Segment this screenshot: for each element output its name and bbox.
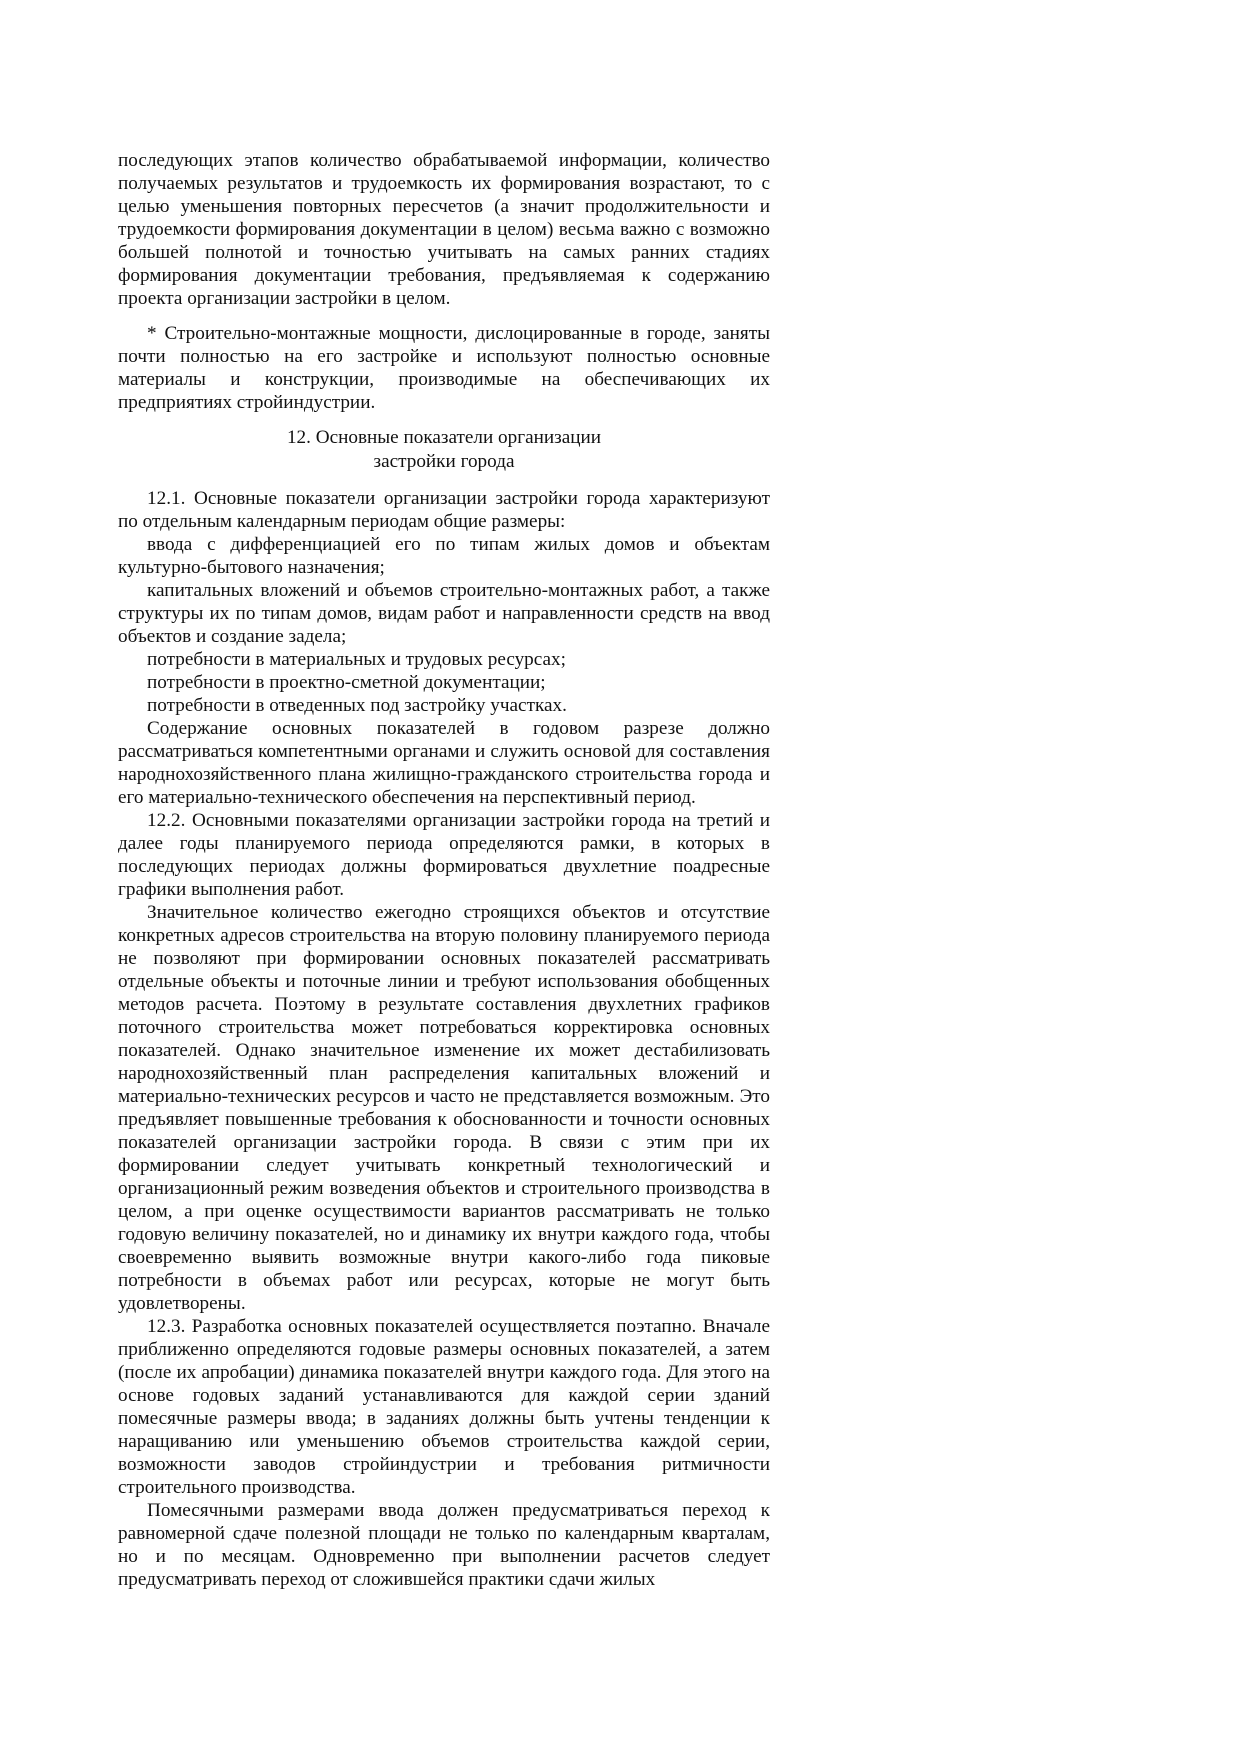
- paragraph-significant-quantity: Значительное количество ежегодно строящихся объектов и отсутствие конкретных адресов строительства на вторую половину планируемого периода не позволяют при формировании основных показателей рассматривать отдельные объекты и поточные линии и требуют использования обобщенных методов расчета. Поэтому в результате составления двухлетних графиков поточного строительства может потребоваться корректировка основных показателей. Однако значительное изменение их может дестабилизовать народнохозяйственный план распределения капитальных вложений и материально-технических ресурсов и часто не представляется возможным. Это предъявляет повышенные требования к обоснованности и точности основных показателей организации застройки города. В связи с этим при их формировании следует учитывать конкретный технологический и организационный режим возведения объектов и строительного производства в целом, а при оценке осуществимости вариантов рассматривать не только годовую величину показателей, но и динамику их внутри каждого года, чтобы своевременно выявить возможные внутри какого-либо года пиковые потребности в объемах работ или ресурсах, которые не могут быть удовлетворены.: [118, 902, 770, 1314]
- list-item-investments: капитальных вложений и объемов строительно-монтажных работ, а также структуры их по типам домов, видам работ и направленности средств на ввод объектов и создание задела;: [118, 580, 770, 647]
- section-title-line-2: застройки города: [373, 451, 515, 472]
- paragraph-12-2: 12.2. Основными показателями организации застройки города на третий и далее годы планируемого периода определяются рамки, в которых в последующих периодах должны формироваться двухлетние поадресные графики выполнения работ.: [118, 810, 770, 900]
- paragraph-12-3: 12.3. Разработка основных показателей осуществляется поэтапно. Вначале приближенно определяются годовые размеры основных показателей, а затем (после их апробации) динамика показателей внутри каждого года. Для этого на основе годовых заданий устанавливаются для каждой серии зданий помесячные размеры ввода; в заданиях должны быть учтены тенденции к наращиванию или уменьшению объемов строительства каждой серии, возможности заводов стройиндустрии и требования ритмичности строительного производства.: [118, 1316, 770, 1498]
- list-item-resources: потребности в материальных и трудовых ресурсах;: [147, 649, 566, 670]
- document-text-body: [118, 149, 770, 1591]
- list-item-input: ввода с дифференциацией его по типам жилых домов и объектам культурно-бытового назначения;: [118, 534, 770, 578]
- list-item-documentation: потребности в проектно-сметной документации;: [147, 672, 546, 693]
- section-title: [118, 426, 770, 474]
- paragraph-continuation: последующих этапов количество обрабатываемой информации, количество получаемых результатов и трудоемкость их формирования возрастают, то с целью уменьшения повторных пересчетов (а значит продолжительности и трудоемкости формирования документации в целом) весьма важно с возможно большей полнотой и точностью учитывать на самых ранних стадиях формирования документации требования, предъявляемая к содержанию проекта организации застройки в целом.: [118, 150, 770, 309]
- list-item-sites: потребности в отведенных под застройку участках.: [147, 695, 567, 716]
- paragraph-footnote: * Строительно-монтажные мощности, дислоцированные в городе, заняты почти полностью на его застройке и используют полностью основные материалы и конструкции, производимые на обеспечивающих их предприятиях стройиндустрии.: [118, 323, 770, 413]
- paragraph-12-1: 12.1. Основные показатели организации застройки города характеризуют по отдельным календарным периодам общие размеры:: [118, 488, 770, 532]
- paragraph-monthly-input: Помесячными размерами ввода должен предусматриваться переход к равномерной сдаче полезной площади не только по календарным кварталам, но и по месяцам. Одновременно при выполнении расчетов следует предусматривать переход от сложившейся практики сдачи жилых: [118, 1500, 770, 1590]
- paragraph-content: Содержание основных показателей в годовом разрезе должно рассматриваться компетентными органами и служить основой для составления народнохозяйственного плана жилищно-гражданского строительства города и его материально-технического обеспечения на перспективный период.: [118, 718, 770, 808]
- section-title-line-1: 12. Основные показатели организации: [286, 427, 602, 448]
